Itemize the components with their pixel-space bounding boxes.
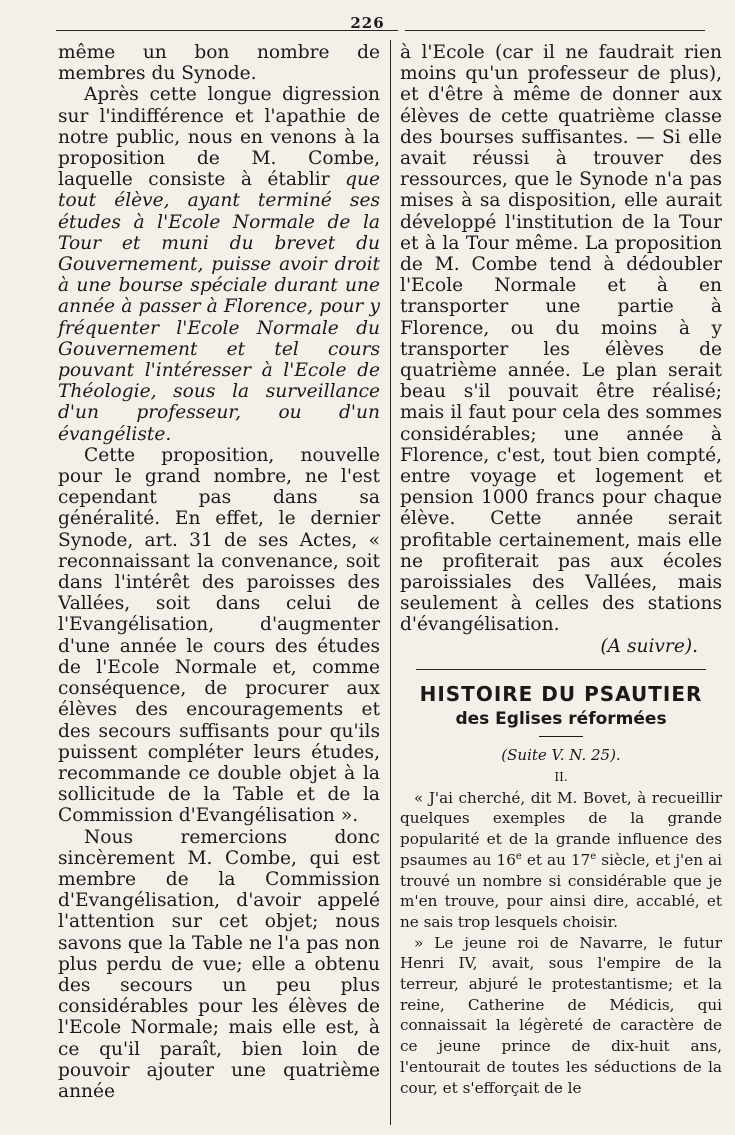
proposition-italic: que tout élève, ayant terminé ses études à l'Ecole Normale de la Tour et muni du brevet du Gouvernement, puisse avoir droit à une bourse spéciale durant une année à passer à Florence, pour y fréquenter l'Ecole Normale du Gouvernement et tel cours pouvant l'intéresser à l'Ecole de Théologie, sous la surveillance d'un professeur, ou d'un évangéliste. — [58, 169, 380, 445]
header-rule-right — [405, 30, 705, 31]
paragraph-proposition — [58, 84, 380, 444]
quote-bovet: « J'ai cherché, dit M. Bovet, à recueillir quelques exemples de la grande popularité et de la grande influence des psaumes au 16e et au 17e siècle, et j'en ai trouvé un nombre si considérable que je m'en trouve, pour ainsi dire, accablé, et ne sais trop lesquels choisir. — [400, 788, 722, 931]
right-column — [400, 42, 722, 1098]
page-number: 226 — [350, 14, 385, 32]
suite-note: (Suite V. N. 25). — [501, 746, 621, 765]
article-body — [400, 788, 722, 1099]
header-rule-left — [56, 30, 398, 31]
paragraph-synode: Cette proposition, nouvelle pour le grand nombre, ne l'est cependant pas dans sa généralité. En effet, le dernier Synode, art. 31 de ses Actes, « reconnaissant la convenance, soit dans l'intérêt des paroisses des Vallées, soit dans celui de l'Evangélisation, d'augmenter d'une année le cours des études de l'Ecole Normale et, comme conséquence, de procurer aux élèves des encouragements et des secours suffisants pour qu'ils puissent compléter leurs études, recommande ce double objet à la sollicitude de la Table et de la Commission d'Evangélisation ». — [58, 444, 380, 827]
left-column — [58, 42, 380, 1102]
a-suivre: (A suivre). — [600, 635, 698, 657]
article-subtitle: des Eglises réformées — [455, 709, 667, 730]
article-title: HISTOIRE DU PSAUTIER — [419, 681, 703, 706]
paragraph-continuation: même un bon nombre de membres du Synode. — [58, 42, 380, 85]
section-separator — [416, 669, 706, 670]
section-numeral: II. — [554, 769, 568, 784]
proposition-lead: Après cette longue digression sur l'indifférence et l'apathie de notre public, nous en venons à la proposition de M. Combe, laquelle consiste à établir — [58, 84, 380, 191]
column-divider — [390, 40, 391, 1125]
title-dash — [539, 736, 583, 737]
paragraph-remerciements: Nous remercions donc sincèrement M. Combe, qui est membre de la Commission d'Evangélisation, d'avoir appelé l'attention sur cet objet; nous savons que la Table ne l'a pas non plus perdu de vue; elle a obtenu des secours un peu plus considérables pour les élèves de l'Ecole Normale; mais elle est, à ce qu'il paraît, bien loin de pouvoir ajouter une quatrième année — [58, 826, 380, 1102]
paragraph-ecole: à l'Ecole (car il ne faudrait rien moins qu'un professeur de plus), et d'être à même de donner aux élèves de cette quatrième classe des bourses suffisantes. — Si elle avait réussi à trouver des ressources, que le Synode n'a pas mises à sa disposition, elle aurait développé l'institution de la Tour et à la Tour même. La proposition de M. Combe tend à dédoubler l'Ecole Normale et à en transporter une partie à Florence, ou du moins à y transporter les élèves de quatrième année. Le plan serait beau s'il pouvait être réalisé; mais il faut pour cela des sommes considérables; une année à Florence, c'est, tout bien compté, entre voyage et logement et pension 1000 francs pour chaque élève. Cette année serait profitable certainement, mais elle ne profiterait pas aux écoles paroissiales des Vallées, mais seulement à celles des stations d'évangélisation. — [400, 42, 722, 636]
quote-navarre: » Le jeune roi de Navarre, le futur Henri IV, avait, sous l'empire de la terreur, abjuré le protestantisme; et la reine, Catherine de Médicis, qui connaissait la légèreté de caractère de ce jeune prince de dix-huit ans, l'entourait de toutes les séductions de la cour, et s'efforçait de le — [400, 933, 722, 1097]
